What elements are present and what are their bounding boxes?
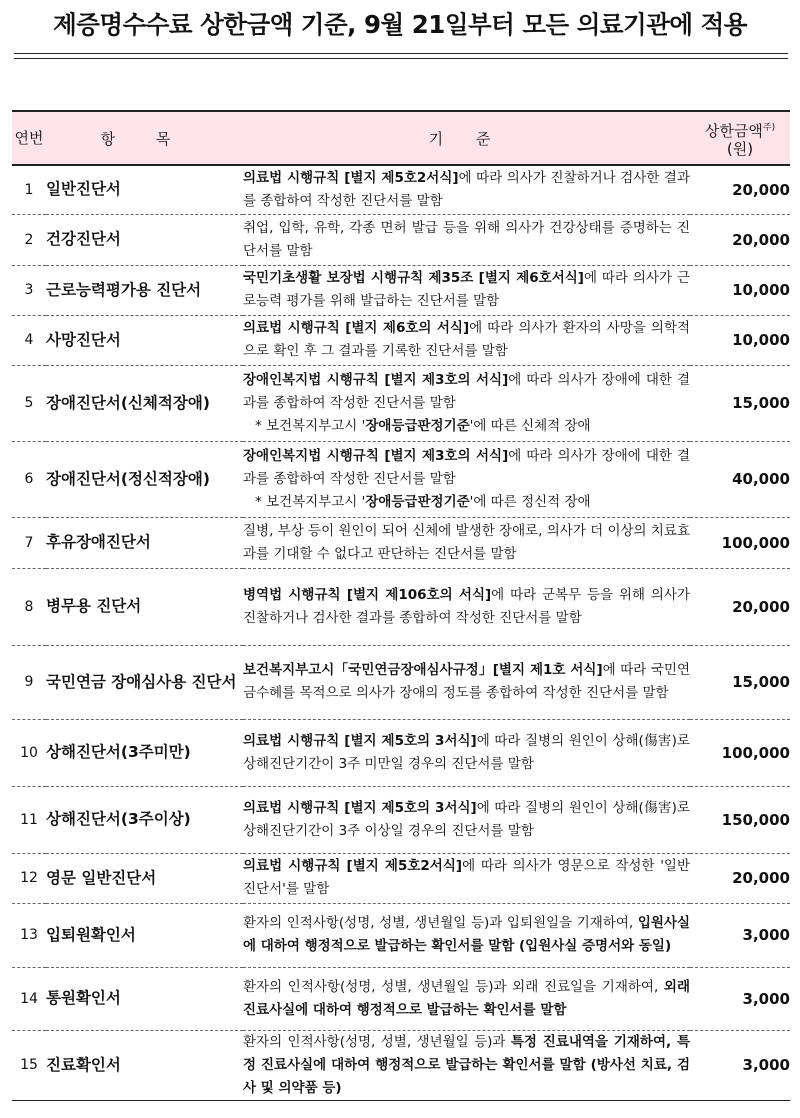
table-header-row <box>12 111 790 165</box>
row-number: 10 <box>12 719 46 786</box>
row-amount: 20,000 <box>690 853 790 903</box>
fee-table-body <box>12 165 790 1100</box>
row-item: 후유장애진단서 <box>46 517 243 568</box>
criteria-segment: 에 따라 질병의 원인이 상해(傷害)로 상해진단기간이 3주 미만일 경우의 진단서를 말함 <box>243 732 690 772</box>
row-number: 5 <box>12 365 46 441</box>
table-row <box>12 967 790 1030</box>
table-row <box>12 214 790 265</box>
criteria-segment: 환자의 인적사항(성명, 성별, 생년월일 등)과 입퇴원일을 기재하여, <box>243 915 638 931</box>
row-amount: 3,000 <box>690 1030 790 1100</box>
row-amount: 10,000 <box>690 315 790 365</box>
table-row <box>12 315 790 365</box>
row-criteria <box>243 165 690 214</box>
row-item: 통원확인서 <box>46 967 243 1030</box>
row-item: 일반진단서 <box>46 165 243 214</box>
row-number: 6 <box>12 441 46 517</box>
row-criteria <box>243 441 690 517</box>
criteria-note <box>243 491 690 514</box>
row-number: 9 <box>12 645 46 719</box>
row-criteria <box>243 853 690 903</box>
row-item: 장애진단서(신체적장애) <box>46 365 243 441</box>
row-criteria <box>243 315 690 365</box>
row-criteria <box>243 903 690 967</box>
row-amount: 20,000 <box>690 214 790 265</box>
table-row <box>12 1030 790 1100</box>
fee-table <box>12 110 790 1101</box>
note-segment: 장애등급판정기준 <box>365 493 470 510</box>
criteria-segment: 보건복지부고시「국민연금장애심사규정」[별지 제1호 서식] <box>243 662 603 678</box>
table-row <box>12 517 790 568</box>
row-criteria <box>243 645 690 719</box>
row-amount: 100,000 <box>690 719 790 786</box>
criteria-note <box>243 415 690 438</box>
header-amount <box>690 111 790 165</box>
row-number: 12 <box>12 853 46 903</box>
row-number: 7 <box>12 517 46 568</box>
row-amount: 40,000 <box>690 441 790 517</box>
criteria-segment: 에 따라 의사가 근로능력 평가를 위해 발급하는 진단서를 말함 <box>243 270 690 309</box>
row-amount: 15,000 <box>690 365 790 441</box>
criteria-segment: 국민기초생활 보장법 시행규칙 제35조 [별지 제6호서식] <box>243 270 584 286</box>
header-amount-label: 상한금액 <box>704 121 763 140</box>
row-criteria <box>243 1030 690 1100</box>
row-item: 영문 일반진단서 <box>46 853 243 903</box>
criteria-segment: 환자의 인적사항(성명, 성별, 생년월일 등)과 외래 진료일을 기재하여, <box>243 978 664 995</box>
row-amount: 15,000 <box>690 645 790 719</box>
row-amount: 100,000 <box>690 517 790 568</box>
note-segment: '에 따른 정신적 장애 <box>469 493 591 510</box>
note-segment: '에 따른 신체적 장애 <box>469 417 591 434</box>
row-item: 진료확인서 <box>46 1030 243 1100</box>
header-no: 연번 <box>12 111 46 165</box>
row-item: 병무용 진단서 <box>46 568 243 645</box>
criteria-segment: 에 따라 의사가 장애에 대한 결과를 종합하여 작성한 진단서를 말함 <box>243 447 690 487</box>
header-amount-sup: 주) <box>762 122 776 133</box>
row-item: 입퇴원확인서 <box>46 903 243 967</box>
row-number: 14 <box>12 967 46 1030</box>
criteria-segment: 취업, 입학, 유학, 각종 면허 발급 등을 위해 의사가 건강상태를 증명하는 진단서를 말함 <box>243 219 690 259</box>
criteria-segment: 외래진료사실에 대하여 행정적으로 발급하는 확인서를 말함 <box>243 978 690 1018</box>
row-amount: 20,000 <box>690 165 790 214</box>
row-criteria <box>243 517 690 568</box>
table-row <box>12 265 790 315</box>
criteria-segment: 의료법 시행규칙 [별지 제5호2서식] <box>243 169 459 186</box>
criteria-segment: 특정 진료내역을 기재하여, 특정 진료사실에 대하여 행정적으로 발급하는 확인서를 말함 (방사선 치료, 검사 및 의약품 등) <box>243 1033 690 1096</box>
row-item: 근로능력평가용 진단서 <box>46 265 243 315</box>
table-row <box>12 645 790 719</box>
row-number: 13 <box>12 903 46 967</box>
row-criteria <box>243 265 690 315</box>
criteria-segment: 에 따라 의사가 영문으로 작성한 '일반 진단서'를 말함 <box>243 858 690 897</box>
row-criteria <box>243 365 690 441</box>
criteria-segment: 병역법 시행규칙 [별지 제106호의 서식] <box>243 586 492 603</box>
table-row <box>12 365 790 441</box>
criteria-segment: 에 따라 군복무 등을 위해 의사가 진찰하거나 검사한 결과를 종합하여 작성한 진단서를 말함 <box>243 586 690 626</box>
header-criteria <box>243 111 690 165</box>
row-amount: 3,000 <box>690 967 790 1030</box>
row-criteria <box>243 719 690 786</box>
row-amount: 150,000 <box>690 786 790 853</box>
row-amount: 3,000 <box>690 903 790 967</box>
header-amount-unit: (원) <box>726 139 754 158</box>
criteria-segment: 에 따라 질병의 원인이 상해(傷害)로 상해진단기간이 3주 이상일 경우의 진단서를 말함 <box>243 799 690 839</box>
row-number: 11 <box>12 786 46 853</box>
criteria-segment: 의료법 시행규칙 [별지 제5호의 3서식] <box>243 799 477 816</box>
table-row <box>12 441 790 517</box>
row-number: 3 <box>12 265 46 315</box>
header-criteria-label: 기 준 <box>428 129 505 148</box>
row-criteria <box>243 967 690 1030</box>
criteria-segment: 입원사실에 대하여 행정적으로 발급하는 확인서를 말함 (입원사실 증명서와 동일) <box>243 915 690 954</box>
title-rule-top <box>14 53 788 54</box>
criteria-segment: 에 따라 의사가 진찰하거나 검사한 결과를 종합하여 작성한 진단서를 말함 <box>243 169 690 209</box>
row-amount: 10,000 <box>690 265 790 315</box>
criteria-segment: 질병, 부상 등이 원인이 되어 신체에 발생한 장애로, 의사가 더 이상의 치료효과를 기대할 수 없다고 판단하는 진단서를 말함 <box>243 522 691 562</box>
title-rule-bottom <box>14 58 788 59</box>
row-number: 15 <box>12 1030 46 1100</box>
table-row <box>12 165 790 214</box>
row-item: 상해진단서(3주미만) <box>46 719 243 786</box>
note-segment: * 보건복지부고시 ' <box>255 417 366 434</box>
row-criteria <box>243 786 690 853</box>
header-item-label: 항 목 <box>100 129 189 148</box>
row-item: 상해진단서(3주이상) <box>46 786 243 853</box>
row-number: 1 <box>12 165 46 214</box>
criteria-segment: 에 따라 의사가 장애에 대한 결과를 종합하여 작성한 진단서를 말함 <box>243 371 690 411</box>
criteria-segment: 에 따라 국민연금수혜를 목적으로 의사가 장애의 정도를 종합하여 작성한 진단서를 말함 <box>243 662 690 701</box>
row-item: 국민연금 장애심사용 진단서 <box>46 645 243 719</box>
criteria-segment: 의료법 시행규칙 [별지 제5호의 3서식] <box>243 732 477 749</box>
criteria-segment: 장애인복지법 시행규칙 [별지 제3호의 서식] <box>243 371 509 388</box>
row-item: 건강진단서 <box>46 214 243 265</box>
table-row <box>12 719 790 786</box>
table-row <box>12 853 790 903</box>
row-criteria <box>243 568 690 645</box>
row-number: 2 <box>12 214 46 265</box>
criteria-segment: 에 따라 의사가 환자의 사망을 의학적으로 확인 후 그 결과를 기록한 진단서를 말함 <box>243 320 690 359</box>
header-item <box>46 111 243 165</box>
page-title: 제증명수수료 상한금액 기준, 9월 21일부터 모든 의료기관에 적용 <box>53 10 747 39</box>
row-criteria <box>243 214 690 265</box>
row-item: 사망진단서 <box>46 315 243 365</box>
note-segment: * 보건복지부고시 ' <box>255 493 366 510</box>
criteria-segment: 의료법 시행규칙 [별지 제5호2서식] <box>243 858 463 874</box>
note-segment: 장애등급판정기준 <box>365 417 470 434</box>
table-row <box>12 903 790 967</box>
criteria-segment: 의료법 시행규칙 [별지 제6호의 서식] <box>243 320 470 336</box>
row-amount: 20,000 <box>690 568 790 645</box>
criteria-segment: 장애인복지법 시행규칙 [별지 제3호의 서식] <box>243 447 509 464</box>
row-number: 4 <box>12 315 46 365</box>
table-row <box>12 786 790 853</box>
row-number: 8 <box>12 568 46 645</box>
table-row <box>12 568 790 645</box>
row-item: 장애진단서(정신적장애) <box>46 441 243 517</box>
criteria-segment: 환자의 인적사항(성명, 성별, 생년월일 등)과 <box>243 1033 511 1050</box>
